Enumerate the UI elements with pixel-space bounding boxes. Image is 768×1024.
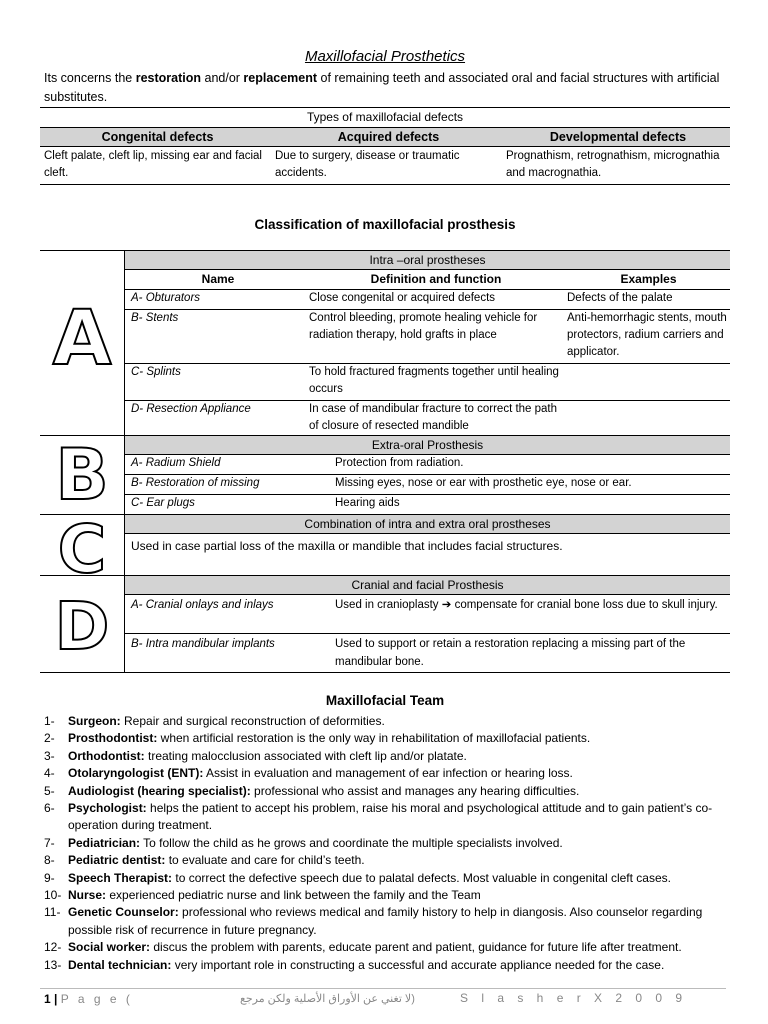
item-role: Otolaryngologist (ENT): — [68, 766, 204, 781]
intro-text-3: of remaining teeth and associated oral and facial structures with artificial substitutes. — [44, 71, 720, 104]
team-list — [44, 713, 734, 974]
item-description: helps the patient to accept his problem, raise his moral and psychological attitude and to gain patient’s co-operation during treatment. — [68, 801, 713, 833]
row-definition: Protection from radiation. — [335, 457, 464, 469]
classification-table — [40, 250, 730, 673]
block-a-header — [125, 270, 730, 290]
page-footer — [40, 988, 726, 1006]
item-description: discus the problem with parents, educate parent and patient, guidance for future life after treatment. — [150, 940, 682, 955]
list-item — [44, 765, 734, 782]
list-item — [44, 887, 734, 904]
item-role: Psychologist: — [68, 801, 147, 816]
row-examples — [563, 401, 730, 437]
list-item — [44, 748, 734, 765]
team-title: Maxillofacial Team — [325, 693, 445, 708]
item-description: Repair and surgical reconstruction of deformities. — [120, 714, 385, 728]
table-row — [125, 455, 730, 475]
item-description: Assist in evaluation and management of ear infection or hearing loss. — [203, 766, 573, 781]
intro-paragraph — [44, 69, 734, 107]
item-number: 7- — [44, 835, 55, 850]
row-examples: Anti-hemorrhagic stents, mouth protectors, radium carriers and applicator. — [567, 312, 727, 358]
item-description: experienced pediatric nurse and link between the family and the Team — [106, 888, 481, 903]
item-number: 2- — [44, 731, 55, 746]
block-b-content — [125, 436, 730, 514]
table-row — [125, 595, 730, 634]
row-name: A- Radium Shield — [131, 457, 221, 469]
list-item — [44, 835, 734, 852]
item-number: 11- — [44, 905, 61, 920]
letter-a-glyph: A — [52, 293, 112, 382]
letter-b-glyph: B — [55, 434, 109, 516]
table-row — [125, 475, 730, 495]
item-number: 6- — [44, 801, 55, 816]
item-role: Pediatrician: — [68, 835, 141, 850]
block-b — [40, 435, 730, 514]
table-row — [125, 310, 730, 364]
page-number-value: 1 — [44, 992, 51, 1006]
row-definition: Control bleeding, promote healing vehicle for radiation therapy, hold grafts in place — [309, 312, 538, 341]
item-role: Prosthodontist: — [68, 731, 158, 746]
band-intra-oral: Intra –oral prostheses — [125, 251, 730, 270]
page-title: Maxillofacial Prosthetics — [304, 48, 466, 65]
defect-types-header — [40, 127, 730, 147]
intro-bold-replacement: replacement — [243, 71, 318, 85]
letter-c — [40, 511, 125, 588]
table-row — [125, 290, 730, 310]
footer-author: S l a s h e r X 2 0 0 9 — [460, 991, 688, 1005]
list-item — [44, 730, 734, 747]
table-row — [125, 634, 730, 672]
header-congenital: Congenital defects — [101, 130, 214, 144]
item-role: Surgeon: — [68, 714, 121, 728]
list-item — [44, 852, 734, 869]
item-description: To follow the child as he grows and coordinate the multiple specialists involved. — [140, 835, 563, 850]
block-d — [40, 575, 730, 673]
page-word: P a g e ( — [60, 992, 133, 1006]
item-role: Orthodontist: — [68, 748, 145, 763]
item-role: Speech Therapist: — [68, 870, 173, 885]
list-item — [44, 939, 734, 956]
item-number: 4- — [44, 766, 55, 781]
header-examples: Examples — [620, 272, 677, 286]
list-item — [44, 957, 734, 974]
row-name: B- Stents — [131, 312, 179, 324]
list-item — [44, 870, 734, 887]
cell-congenital: Cleft palate, cleft lip, missing ear and facial cleft. — [44, 150, 262, 179]
row-examples: Defects of the palate — [567, 292, 673, 304]
letter-d — [40, 576, 125, 672]
row-name: D- Resection Appliance — [131, 403, 251, 415]
letter-a — [40, 251, 125, 435]
defect-types-table — [40, 107, 730, 185]
item-description: when artificial restoration is the only way in rehabilitation of maxillofacial patients. — [157, 731, 591, 746]
table-row — [125, 364, 730, 401]
item-description: to correct the defective speech due to palatal defects. Most valuable in congenital cleft cases. — [172, 870, 671, 885]
row-definition: Hearing aids — [335, 497, 400, 509]
block-d-content — [125, 576, 730, 672]
page-number — [44, 992, 133, 1006]
row-definition: Missing eyes, nose or ear with prosthetic eye, nose or ear. — [335, 477, 632, 489]
item-number: 5- — [44, 783, 55, 798]
item-number: 8- — [44, 853, 55, 868]
table-row — [125, 495, 730, 514]
row-name: B- Intra mandibular implants — [131, 638, 275, 650]
item-role: Social worker: — [68, 940, 151, 955]
item-description: treating malocclusion associated with cleft lip and/or platate. — [144, 748, 467, 763]
item-role: Pediatric dentist: — [68, 853, 166, 868]
item-role: Dental technician: — [68, 957, 172, 972]
letter-c-glyph: C — [57, 511, 107, 588]
item-number: 12- — [44, 940, 62, 955]
band-extra-oral: Extra-oral Prosthesis — [125, 436, 730, 455]
header-definition: Definition and function — [370, 272, 502, 286]
letter-d-glyph: D — [54, 588, 110, 665]
list-item — [44, 800, 734, 835]
block-c-content — [125, 515, 730, 575]
defect-types-row — [40, 147, 730, 185]
header-name: Name — [201, 272, 235, 286]
row-definition: Used in cranioplasty ➔ compensate for cranial bone loss due to skull injury. — [335, 599, 718, 611]
item-description: professional who assist and manages any hearing difficulties. — [250, 783, 580, 798]
band-cranial-facial: Cranial and facial Prosthesis — [125, 576, 730, 595]
cell-acquired: Due to surgery, disease or traumatic accidents. — [275, 150, 460, 179]
page-separator: | — [54, 992, 58, 1006]
row-name: A- Cranial onlays and inlays — [131, 599, 274, 611]
row-examples — [563, 364, 730, 400]
item-number: 3- — [44, 748, 55, 763]
item-number: 13- — [44, 957, 62, 972]
row-name: A- Obturators — [131, 292, 201, 304]
row-name: C- Splints — [131, 366, 181, 378]
intro-text-2: and/or — [201, 71, 244, 85]
band-combination: Combination of intra and extra oral prostheses — [125, 515, 730, 534]
item-role: Genetic Counselor: — [68, 905, 179, 920]
footer-arabic-note: (لا تغني عن الأوراق الأصلية ولكن مرجع — [240, 993, 415, 1005]
list-item — [44, 904, 734, 939]
intro-bold-restoration: restoration — [135, 71, 202, 85]
item-description: professional who reviews medical and family history to help in diangosis. Also counselor regarding possible risk of recurrence in future pregnancy. — [68, 905, 703, 937]
item-number: 1- — [44, 714, 55, 728]
item-number: 9- — [44, 870, 55, 885]
item-description: very important role in constructing a successful and accurate appliance needed for the case. — [171, 957, 665, 972]
row-definition: In case of mandibular fracture to correct the path of closure of resected mandible — [309, 403, 558, 432]
list-item — [44, 713, 734, 730]
combination-text: Used in case partial loss of the maxilla or mandible that includes facial structures. — [131, 539, 563, 553]
block-a-content — [125, 251, 730, 435]
row-definition: Close congenital or acquired defects — [309, 292, 496, 304]
letter-b — [40, 436, 125, 514]
row-name: B- Restoration of missing — [131, 477, 260, 489]
header-developmental: Developmental defects — [549, 130, 687, 144]
item-role: Audiologist (hearing specialist): — [68, 783, 251, 798]
cell-developmental: Prognathism, retrognathism, micrognathia and macrognathia. — [506, 150, 720, 179]
row-definition: To hold fractured fragments together until healing occurs — [309, 366, 559, 395]
defect-types-caption: Types of maxillofacial defects — [306, 110, 464, 124]
block-a — [40, 250, 730, 435]
classification-title: Classification of maxillofacial prosthesis — [254, 217, 516, 232]
intro-text-1: Its concerns the — [44, 71, 136, 85]
item-role: Nurse: — [68, 888, 107, 903]
item-description: to evaluate and care for child’s teeth. — [165, 853, 365, 868]
item-number: 10- — [44, 888, 62, 903]
header-acquired: Acquired defects — [337, 130, 440, 144]
list-item — [44, 783, 734, 800]
row-definition: Used to support or retain a restoration replacing a missing part of the mandibular bone. — [335, 638, 686, 668]
table-row — [125, 401, 730, 437]
row-name: C- Ear plugs — [131, 497, 195, 509]
